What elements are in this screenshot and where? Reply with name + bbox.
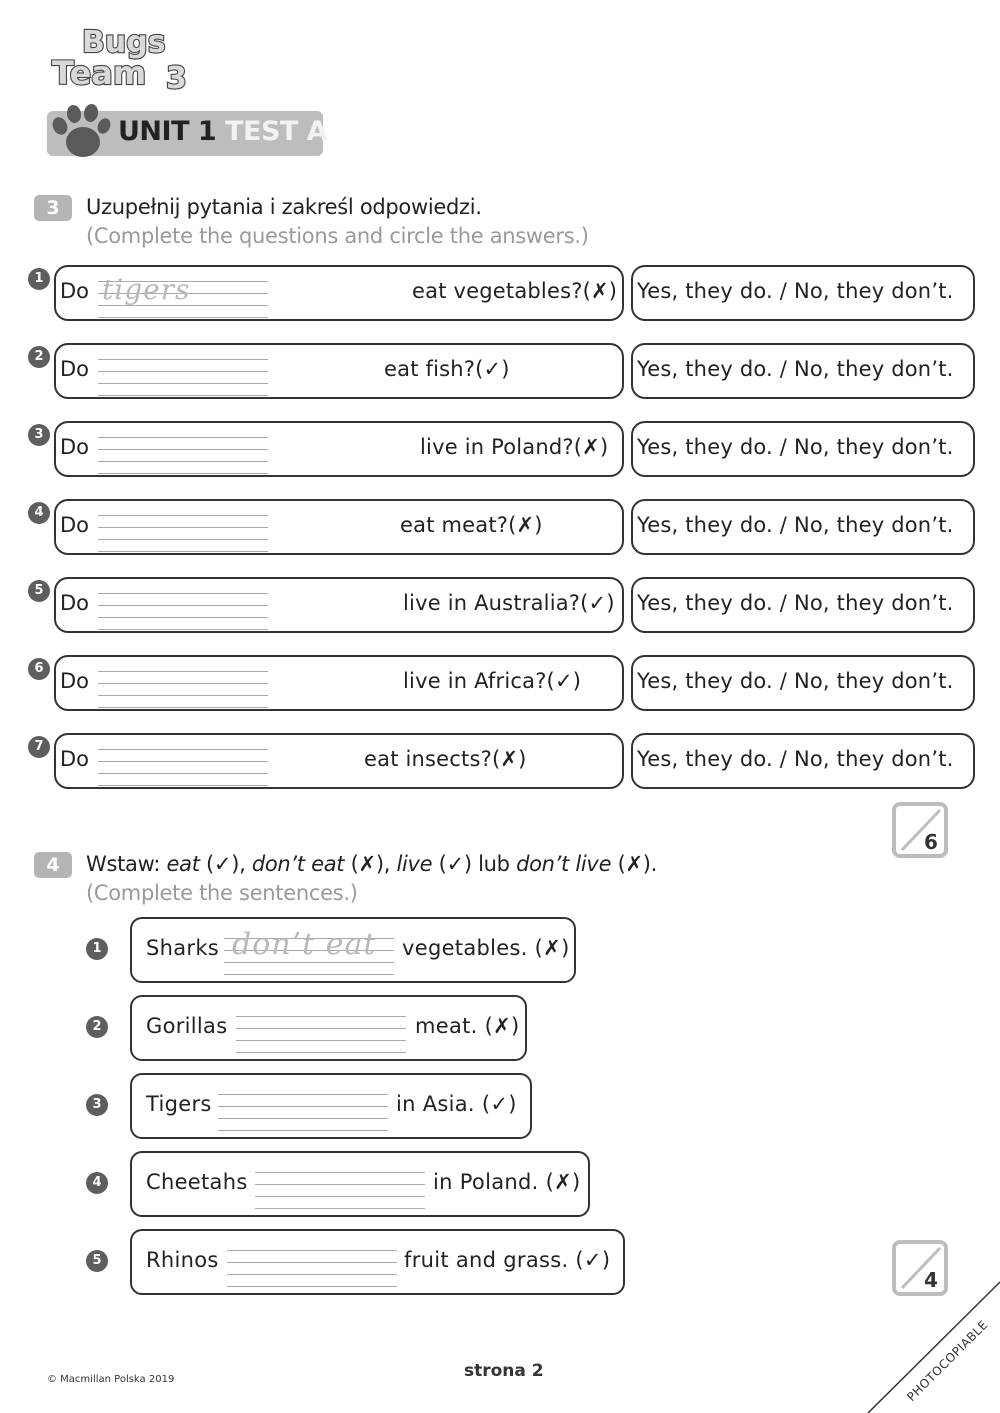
test-label: TEST A (225, 116, 328, 147)
answer-choices (637, 513, 954, 537)
row-number: 3 (86, 1094, 108, 1116)
answer-choices (637, 591, 954, 615)
choice-no[interactable]: No, they don’t. (793, 513, 954, 537)
choice-yes[interactable]: Yes, they do. / (637, 435, 788, 459)
sentence-rest: meat. (✗) (415, 1014, 520, 1038)
photocopiable-corner (866, 1280, 1000, 1413)
answer-write-lines[interactable] (98, 426, 268, 472)
choice-yes[interactable]: Yes, they do. / (637, 513, 788, 537)
row-number: 1 (86, 938, 108, 960)
question-text: live in Poland?(✗) (420, 435, 609, 459)
choice-yes[interactable]: Yes, they do. / (637, 669, 788, 693)
question-text: eat insects?(✗) (364, 747, 527, 771)
row-number: 1 (28, 268, 50, 290)
choice-no[interactable]: No, they don’t. (793, 669, 954, 693)
answer-write-lines[interactable] (98, 348, 268, 394)
choice-yes[interactable]: Yes, they do. / (637, 357, 788, 381)
score-value-ex3: 6 (924, 830, 938, 854)
answer-write-lines[interactable] (255, 1161, 425, 1207)
do-word: Do (60, 513, 90, 537)
answer-write-lines[interactable] (227, 1239, 397, 1285)
exercise4-title: Wstaw: eat (✓), don’t eat (✗), live (✓) lub don’t live (✗). (86, 852, 658, 876)
do-word: Do (60, 357, 90, 381)
answer-choices (637, 435, 954, 459)
sentence-rest: in Asia. (✓) (396, 1092, 517, 1116)
answer-write-lines[interactable] (98, 660, 268, 706)
row-number: 4 (86, 1172, 108, 1194)
row-number: 5 (28, 580, 50, 602)
row-number: 2 (28, 346, 50, 368)
do-word: Do (60, 669, 90, 693)
exercise3-number: 3 (34, 195, 72, 221)
sentence-subject: Tigers (146, 1092, 212, 1116)
unit-number: UNIT 1 (118, 116, 217, 147)
choice-yes[interactable]: Yes, they do. / (637, 591, 788, 615)
logo-number: 3 (166, 61, 187, 94)
paw-icon (47, 102, 112, 162)
answer-write-lines[interactable] (98, 504, 268, 550)
bugs-team-logo (48, 22, 198, 94)
unit-title (118, 116, 327, 147)
sentence-subject: Rhinos (146, 1248, 219, 1272)
do-word: Do (60, 435, 90, 459)
choice-no[interactable]: No, they don’t. (793, 747, 954, 771)
choice-no[interactable]: No, they don’t. (793, 279, 954, 303)
row-number: 6 (28, 658, 50, 680)
sentence-subject: Gorillas (146, 1014, 228, 1038)
question-text: live in Africa?(✓) (403, 669, 582, 693)
do-word: Do (60, 279, 90, 303)
sentence-rest: fruit and grass. (✓) (404, 1248, 611, 1272)
logo-line1: Bugs (82, 25, 166, 60)
logo-line2: Team (52, 54, 147, 92)
exercise3-subtitle: (Complete the questions and circle the answers.) (86, 224, 589, 248)
answer-choices (637, 279, 954, 303)
exercise3-title: Uzupełnij pytania i zakreśl odpowiedzi. (86, 195, 482, 219)
choice-no[interactable]: No, they don’t. (793, 591, 954, 615)
answer-write-lines[interactable] (98, 738, 268, 784)
do-word: Do (60, 747, 90, 771)
score-box-ex3 (892, 802, 948, 858)
do-word: Do (60, 591, 90, 615)
choice-no[interactable]: No, they don’t. (793, 435, 954, 459)
answer-write-lines[interactable] (218, 1083, 388, 1129)
exercise4-subtitle: (Complete the sentences.) (86, 881, 358, 905)
answer-choices (637, 747, 954, 771)
choice-yes[interactable]: Yes, they do. / (637, 279, 788, 303)
question-text: eat fish?(✓) (384, 357, 510, 381)
answer-choices (637, 669, 954, 693)
example-answer: tigers (102, 273, 191, 306)
sentence-subject: Sharks (146, 936, 220, 960)
answer-write-lines[interactable] (236, 1005, 406, 1051)
answer-write-lines[interactable] (98, 582, 268, 628)
score-value-ex4: 4 (924, 1268, 938, 1292)
row-number: 4 (28, 502, 50, 524)
exercise4-number: 4 (34, 852, 72, 878)
row-number: 3 (28, 424, 50, 446)
question-text: eat meat?(✗) (400, 513, 543, 537)
sentence-rest: in Poland. (✗) (433, 1170, 581, 1194)
row-number: 5 (86, 1250, 108, 1272)
question-text: eat vegetables?(✗) (412, 279, 618, 303)
example-answer: don’t eat (232, 927, 377, 962)
question-text: live in Australia?(✓) (403, 591, 615, 615)
sentence-rest: vegetables. (✗) (402, 936, 570, 960)
row-number: 7 (28, 736, 50, 758)
answer-choices (637, 357, 954, 381)
copyright: © Macmillan Polska 2019 (47, 1374, 175, 1385)
photocopiable-label: PHOTOCOPIABLE (904, 1317, 991, 1405)
row-number: 2 (86, 1016, 108, 1038)
choice-no[interactable]: No, they don’t. (793, 357, 954, 381)
page-number: strona 2 (464, 1361, 544, 1381)
choice-yes[interactable]: Yes, they do. / (637, 747, 788, 771)
sentence-subject: Cheetahs (146, 1170, 248, 1194)
